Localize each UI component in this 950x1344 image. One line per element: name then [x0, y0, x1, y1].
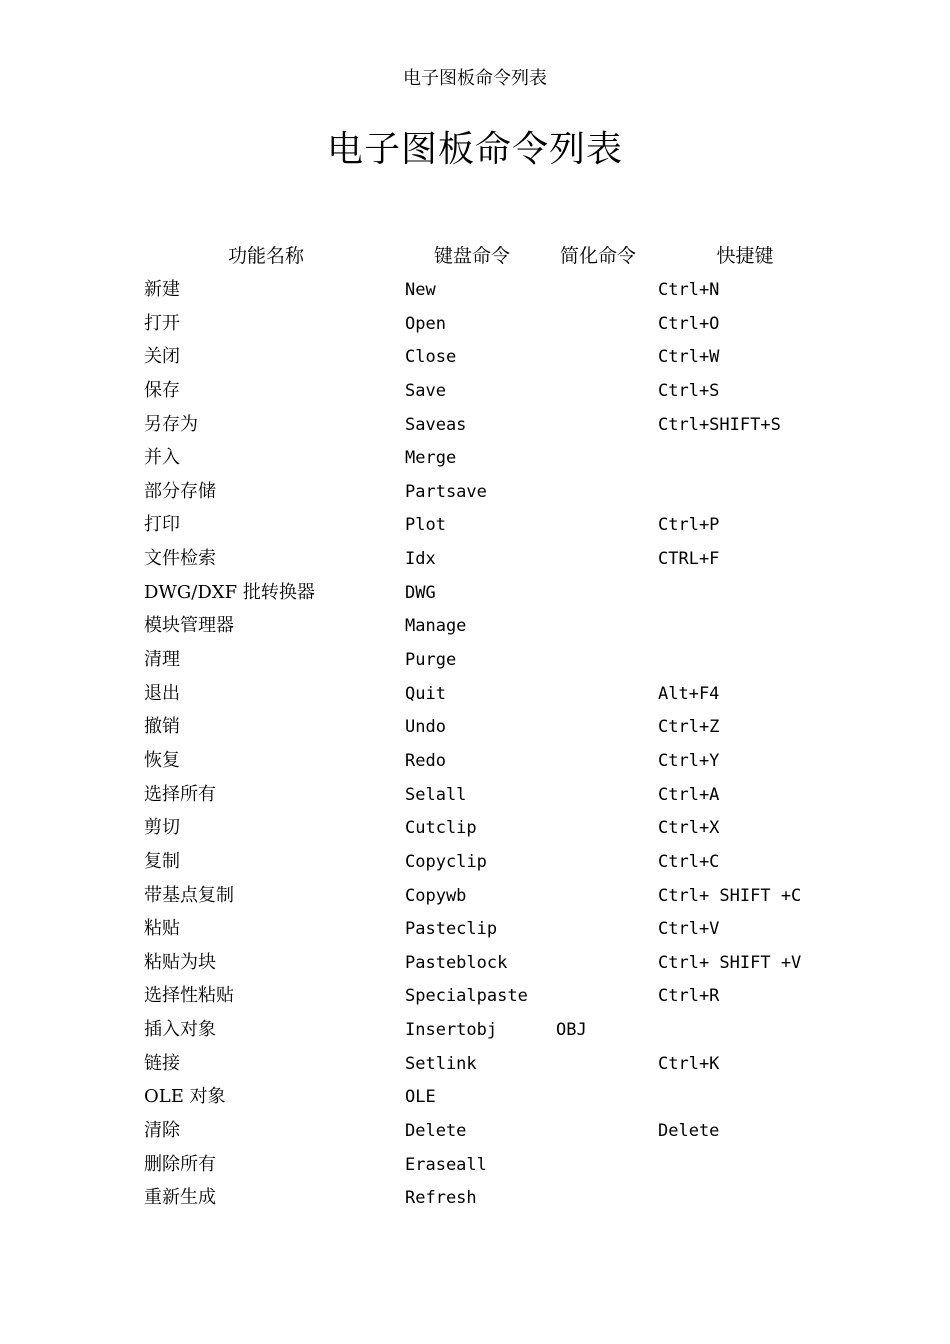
function-name-cell: 模块管理器: [144, 615, 234, 637]
keyboard-command-cell: Manage: [405, 616, 467, 637]
table-row: [0, 1117, 950, 1151]
function-name-cell: 另存为: [144, 413, 198, 435]
keyboard-command-cell: New: [405, 280, 436, 300]
shortcut-cell: Ctrl+A: [658, 784, 720, 805]
table-row: [0, 411, 950, 445]
short-command-cell: OBJ: [556, 1020, 587, 1041]
table-row: [0, 814, 950, 848]
shortcut-cell: Ctrl+Y: [658, 750, 720, 771]
table-row: [0, 915, 950, 949]
shortcut-cell: Ctrl+SHIFT+S: [658, 414, 781, 435]
function-name-cell: 打开: [144, 312, 180, 334]
table-row: [0, 982, 950, 1016]
table-row: [0, 545, 950, 579]
shortcut-cell: Ctrl+W: [658, 347, 720, 368]
keyboard-command-cell: Copyclip: [405, 851, 487, 872]
header-short-command: 简化命令: [559, 245, 636, 267]
function-name-cell: 打印: [144, 514, 180, 536]
shortcut-cell: Delete: [658, 1121, 720, 1142]
shortcut-cell: Ctrl+P: [658, 515, 720, 536]
shortcut-cell: Ctrl+K: [658, 1053, 720, 1074]
header-keyboard-command: 键盘命令: [433, 245, 510, 267]
table-row: [0, 579, 950, 613]
function-name-cell: 并入: [144, 447, 180, 469]
table-row: [0, 1151, 950, 1185]
keyboard-command-cell: Setlink: [405, 1053, 477, 1074]
table-row: [0, 713, 950, 747]
shortcut-cell: Ctrl+C: [658, 851, 720, 872]
keyboard-command-cell: Merge: [405, 448, 457, 469]
table-row: [0, 343, 950, 377]
table-row: [0, 444, 950, 478]
keyboard-command-cell: Purge: [405, 650, 457, 671]
keyboard-command-cell: Refresh: [405, 1188, 477, 1209]
shortcut-cell: Ctrl+Z: [658, 717, 720, 738]
function-name-cell: 清除: [144, 1120, 180, 1142]
keyboard-command-cell: Plot: [405, 515, 446, 536]
keyboard-command-cell: Save: [405, 380, 446, 401]
document-title: 电子图板命令列表: [326, 129, 623, 170]
function-name-cell: 粘贴为块: [144, 951, 216, 973]
keyboard-command-cell: DWG: [405, 582, 436, 603]
function-name-cell: 清理: [144, 649, 180, 671]
shortcut-cell: CTRL+F: [658, 549, 720, 570]
function-name-cell: 保存: [144, 379, 180, 401]
keyboard-command-cell: Pasteclip: [405, 919, 498, 940]
function-name-cell: 复制: [144, 850, 180, 872]
function-name-cell: 部分存储: [144, 480, 216, 502]
function-name-cell: 粘贴: [144, 918, 180, 940]
table-row: [0, 781, 950, 815]
function-name-cell: 选择所有: [144, 783, 216, 805]
shortcut-cell: Ctrl+N: [658, 280, 720, 300]
keyboard-command-cell: Selall: [405, 784, 467, 805]
function-name-cell: 撤销: [144, 716, 180, 738]
table-row: [0, 848, 950, 882]
running-header: 电子图板命令列表: [403, 68, 547, 89]
function-name-cell: 插入对象: [144, 1019, 216, 1041]
function-name-cell: OLE 对象: [144, 1086, 226, 1108]
table-row: [0, 310, 950, 344]
table-row: [0, 747, 950, 781]
function-name-cell: DWG/DXF 批转换器: [144, 581, 315, 603]
keyboard-command-cell: Specialpaste: [405, 986, 528, 1007]
keyboard-command-cell: Copywb: [405, 885, 467, 906]
shortcut-cell: Ctrl+X: [658, 818, 720, 839]
shortcut-cell: Alt+F4: [658, 683, 720, 704]
function-name-cell: 删除所有: [144, 1153, 216, 1175]
keyboard-command-cell: Quit: [405, 683, 446, 704]
header-shortcut: 快捷键: [716, 245, 774, 267]
table-row: [0, 612, 950, 646]
command-table: [0, 276, 950, 1218]
keyboard-command-cell: Partsave: [405, 481, 487, 502]
table-row: [0, 949, 950, 983]
shortcut-cell: Ctrl+ SHIFT +C: [658, 885, 802, 906]
function-name-cell: 重新生成: [144, 1187, 216, 1209]
table-row: [0, 377, 950, 411]
table-row: [0, 276, 950, 310]
keyboard-command-cell: Close: [405, 347, 457, 368]
table-row: [0, 1184, 950, 1218]
keyboard-command-cell: OLE: [405, 1087, 436, 1108]
keyboard-command-cell: Idx: [405, 549, 436, 570]
table-row: [0, 882, 950, 916]
shortcut-cell: Ctrl+V: [658, 919, 720, 940]
shortcut-cell: Ctrl+S: [658, 380, 720, 401]
function-name-cell: 关闭: [144, 346, 180, 368]
keyboard-command-cell: Redo: [405, 750, 446, 771]
function-name-cell: 选择性粘贴: [144, 985, 234, 1007]
table-row: [0, 511, 950, 545]
function-name-cell: 文件检索: [144, 548, 216, 570]
function-name-cell: 链接: [144, 1052, 180, 1074]
function-name-cell: 带基点复制: [144, 884, 234, 906]
function-name-cell: 退出: [144, 682, 180, 704]
function-name-cell: 剪切: [144, 817, 180, 839]
shortcut-cell: Ctrl+O: [658, 313, 720, 334]
table-row: [0, 1083, 950, 1117]
table-row: [0, 478, 950, 512]
shortcut-cell: Ctrl+ SHIFT +V: [658, 952, 802, 973]
keyboard-command-cell: Saveas: [405, 414, 467, 435]
keyboard-command-cell: Eraseall: [405, 1154, 487, 1175]
header-function-name: 功能名称: [227, 245, 304, 267]
keyboard-command-cell: Open: [405, 313, 446, 334]
keyboard-command-cell: Cutclip: [405, 818, 477, 839]
function-name-cell: 恢复: [144, 749, 180, 771]
table-row: [0, 646, 950, 680]
keyboard-command-cell: Insertobj: [405, 1020, 498, 1041]
keyboard-command-cell: Undo: [405, 717, 446, 738]
shortcut-cell: Ctrl+R: [658, 986, 720, 1007]
keyboard-command-cell: Pasteblock: [405, 952, 508, 973]
table-row: [0, 1050, 950, 1084]
keyboard-command-cell: Delete: [405, 1121, 467, 1142]
table-row: [0, 1016, 950, 1050]
function-name-cell: 新建: [144, 279, 180, 300]
table-row: [0, 680, 950, 714]
